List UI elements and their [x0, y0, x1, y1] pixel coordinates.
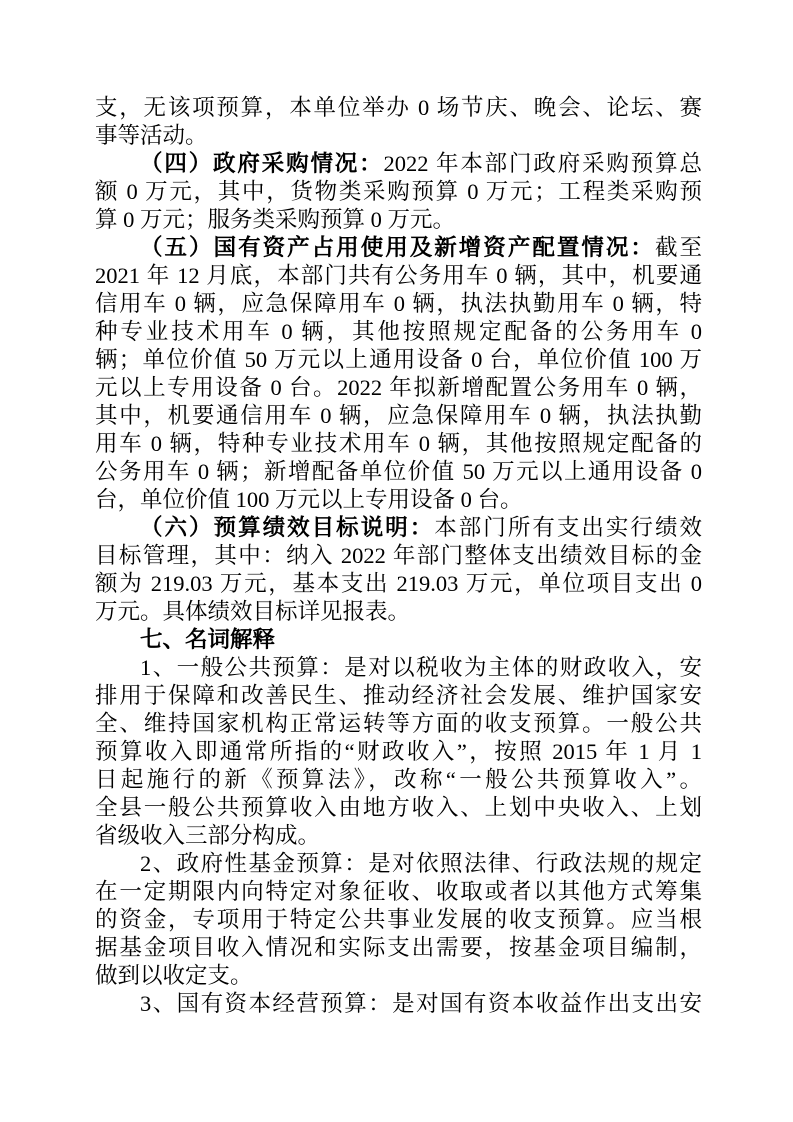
- text-line: [95, 934, 702, 962]
- document-body-text: [95, 94, 702, 1018]
- text-run: 公务用车 0 辆；新增配备单位价值 50 万元以上通用设备 0: [95, 459, 702, 484]
- text-line: [95, 962, 702, 990]
- paragraph-glossary-item-1-general-public-budget: [95, 654, 702, 850]
- bold-text-run: （六）预算绩效目标说明：: [140, 515, 435, 540]
- text-run: 事等活动。: [95, 123, 208, 148]
- text-line: [95, 710, 702, 738]
- text-run: 截至: [654, 235, 702, 260]
- text-line: [95, 346, 702, 374]
- text-run: 3、国有资本经营预算：是对国有资本收益作出支出安: [140, 991, 702, 1016]
- text-run: 2021 年 12 月底，本部门共有公务用车 0 辆，其中，机要通: [95, 263, 702, 288]
- text-run: 信用车 0 辆，应急保障用车 0 辆，执法执勤用车 0 辆，特: [95, 291, 702, 316]
- text-run: 据基金项目收入情况和实际支出需要，按基金项目编制，: [95, 935, 702, 960]
- paragraph-festival-activities-continuation: [95, 94, 702, 150]
- paragraph-section-4-government-procurement: [95, 150, 702, 234]
- text-line: [95, 150, 702, 178]
- text-line: [95, 626, 702, 654]
- text-line: [95, 850, 702, 878]
- text-line: [95, 514, 702, 542]
- text-line: [95, 570, 702, 598]
- text-run: 1、一般公共预算：是对以税收为主体的财政收入，安: [140, 655, 702, 680]
- bold-text-run: 七、名词解释: [140, 627, 276, 652]
- text-run: 预算收入即通常所指的“财政收入”，按照 2015 年 1 月 1: [95, 739, 702, 764]
- text-run: 台，单位价值 100 万元以上专用设备 0 台。: [95, 487, 523, 512]
- paragraph-section-5-state-owned-assets: [95, 234, 702, 514]
- text-line: [95, 486, 702, 514]
- text-line: [95, 318, 702, 346]
- paragraph-glossary-item-3-state-capital-budget: [95, 990, 702, 1018]
- text-line: [95, 990, 702, 1018]
- text-line: [95, 430, 702, 458]
- text-run: 本部门所有支出实行绩效: [434, 515, 702, 540]
- text-run: 全、维持国家机构正常运转等方面的收支预算。一般公共: [95, 711, 702, 736]
- text-run: 做到以收定支。: [95, 963, 253, 988]
- text-line: [95, 262, 702, 290]
- text-line: [95, 878, 702, 906]
- text-line: [95, 374, 702, 402]
- bold-text-run: （四）政府采购情况：: [140, 151, 384, 176]
- text-line: [95, 178, 702, 206]
- text-line: [95, 206, 702, 234]
- text-line: [95, 94, 702, 122]
- text-line: [95, 234, 702, 262]
- text-run: 日起施行的新《预算法》，改称“一般公共预算收入”。: [95, 767, 702, 792]
- text-run: 辆；单位价值 50 万元以上通用设备 0 台，单位价值 100 万: [95, 347, 702, 372]
- text-run: 在一定期限内向特定对象征收、收取或者以其他方式筹集: [95, 879, 702, 904]
- text-line: [95, 682, 702, 710]
- text-run: 种专业技术用车 0 辆，其他按照规定配备的公务用车 0: [95, 319, 702, 344]
- text-line: [95, 766, 702, 794]
- text-line: [95, 402, 702, 430]
- text-run: 元以上专用设备 0 台。2022 年拟新增配置公务用车 0 辆，: [95, 375, 702, 400]
- text-line: [95, 654, 702, 682]
- text-run: 用车 0 辆，特种专业技术用车 0 辆，其他按照规定配备的: [95, 431, 702, 456]
- text-line: [95, 794, 702, 822]
- text-run: 算 0 万元；服务类采购预算 0 万元。: [95, 207, 456, 232]
- text-line: [95, 598, 702, 626]
- paragraph-section-6-performance-targets: [95, 514, 702, 626]
- paragraph-section-7-glossary-heading: [95, 626, 702, 654]
- text-line: [95, 458, 702, 486]
- text-line: [95, 738, 702, 766]
- text-line: [95, 290, 702, 318]
- text-line: [95, 822, 702, 850]
- text-run: 的资金，专项用于特定公共事业发展的收支预算。应当根: [95, 907, 702, 932]
- text-run: 万元。具体绩效目标详见报表。: [95, 599, 411, 624]
- text-run: 全县一般公共预算收入由地方收入、上划中央收入、上划: [95, 795, 702, 820]
- text-line: [95, 542, 702, 570]
- text-line: [95, 906, 702, 934]
- text-run: 省级收入三部分构成。: [95, 823, 321, 848]
- bold-text-run: （五）国有资产占用使用及新增资产配置情况：: [140, 235, 655, 260]
- text-run: 2、政府性基金预算：是对依照法律、行政法规的规定: [140, 851, 702, 876]
- text-run: 目标管理，其中：纳入 2022 年部门整体支出绩效目标的金: [95, 543, 702, 568]
- text-run: 其中，机要通信用车 0 辆，应急保障用车 0 辆，执法执勤: [95, 403, 702, 428]
- paragraph-glossary-item-2-government-fund-budget: [95, 850, 702, 990]
- text-run: 排用于保障和改善民生、推动经济社会发展、维护国家安: [95, 683, 702, 708]
- text-run: 支，无该项预算，本单位举办 0 场节庆、晚会、论坛、赛: [95, 95, 702, 120]
- text-run: 2022 年本部门政府采购预算总: [383, 151, 702, 176]
- text-run: 额为 219.03 万元，基本支出 219.03 万元，单位项目支出 0: [95, 571, 702, 596]
- text-run: 额 0 万元，其中，货物类采购预算 0 万元；工程类采购预: [95, 179, 702, 204]
- text-line: [95, 122, 702, 150]
